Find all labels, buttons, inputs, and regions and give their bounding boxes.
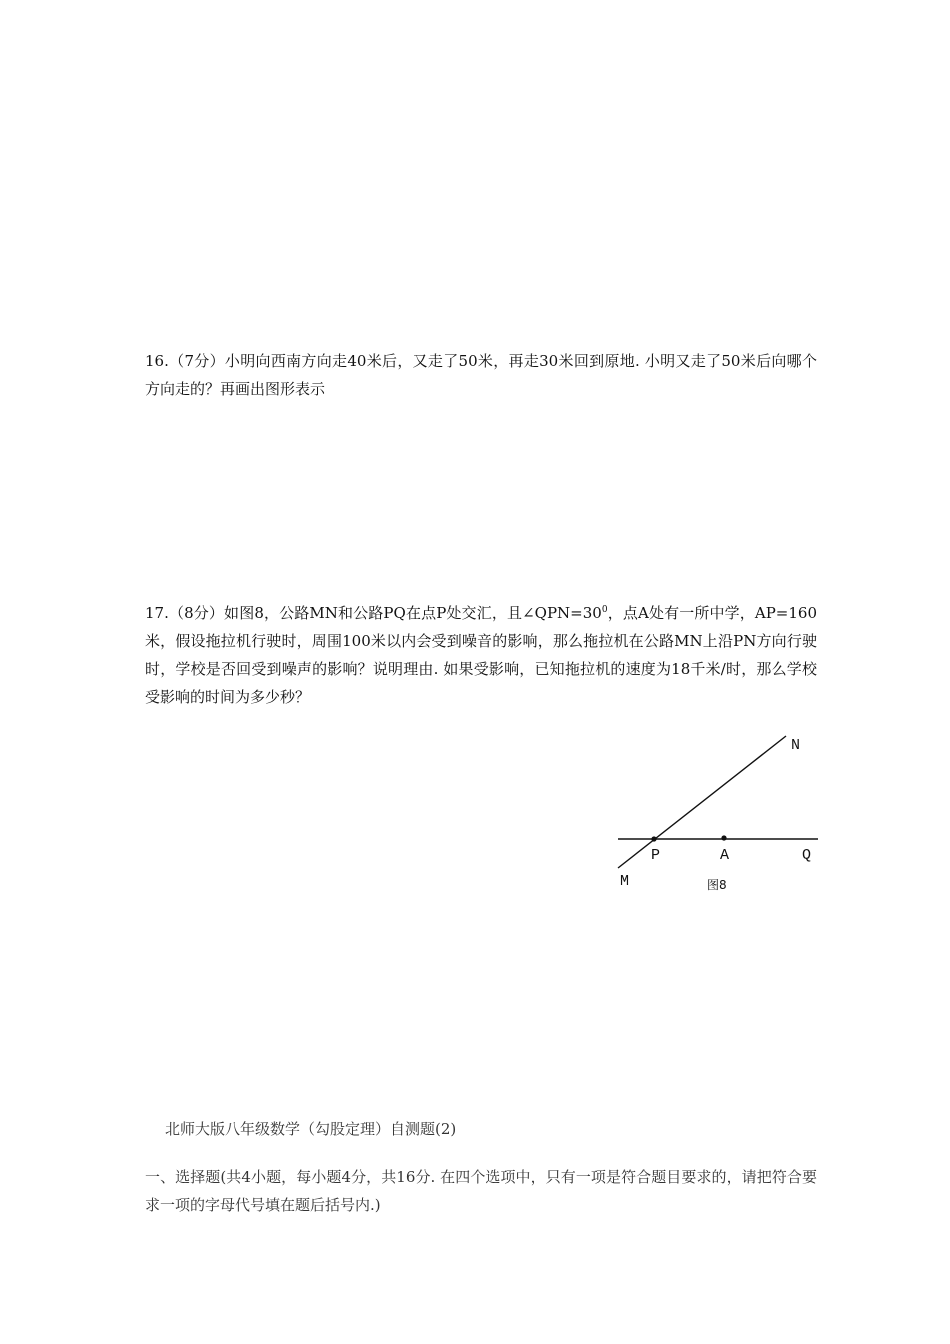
point-p-dot [651,836,656,841]
question-16-text: 16.（7分）小明向西南方向走40米后，又走了50米，再走30米回到原地. 小明又走了50米后向哪个方向走的？再画出图形表示 [145,352,817,398]
question-17 [145,599,817,711]
label-p: P [651,847,661,864]
figure-8-diagram [610,728,825,898]
section-instructions: 一、选择题(共4小题，每小题4分，共16分. 在四个选项中，只有一项是符合题目要求的，请把符合要求一项的字母代号填在题后括号内.) [145,1168,817,1214]
label-m: M [620,873,630,890]
question-17-text-part1: 17.（8分）如图8，公路MN和公路PQ在点P处交汇，且∠QPN=30 [145,604,602,622]
label-a: A [720,847,730,864]
point-a-dot [721,835,726,840]
label-q: Q [802,847,812,864]
section-title: 北师大版八年级数学（勾股定理）自测题(2) [165,1120,457,1138]
label-n: N [791,737,801,754]
question-17-text-part2: ，点A处有一所中学，AP=160米，假设拖拉机行驶时，周围100米以内会受到噪音的影响，那么拖拉机在公路MN上沿PN方向行驶时，学校是否回受到噪声的影响？说明理由. 如果受影响，已知拖拉机的速度为18千米/时，那么学校受影响的时间为多少秒？ [145,604,817,706]
road-mn-line [618,736,786,868]
question-16 [145,347,817,403]
degree-superscript: 0 [601,605,608,615]
figure-caption: 图8 [707,878,727,892]
